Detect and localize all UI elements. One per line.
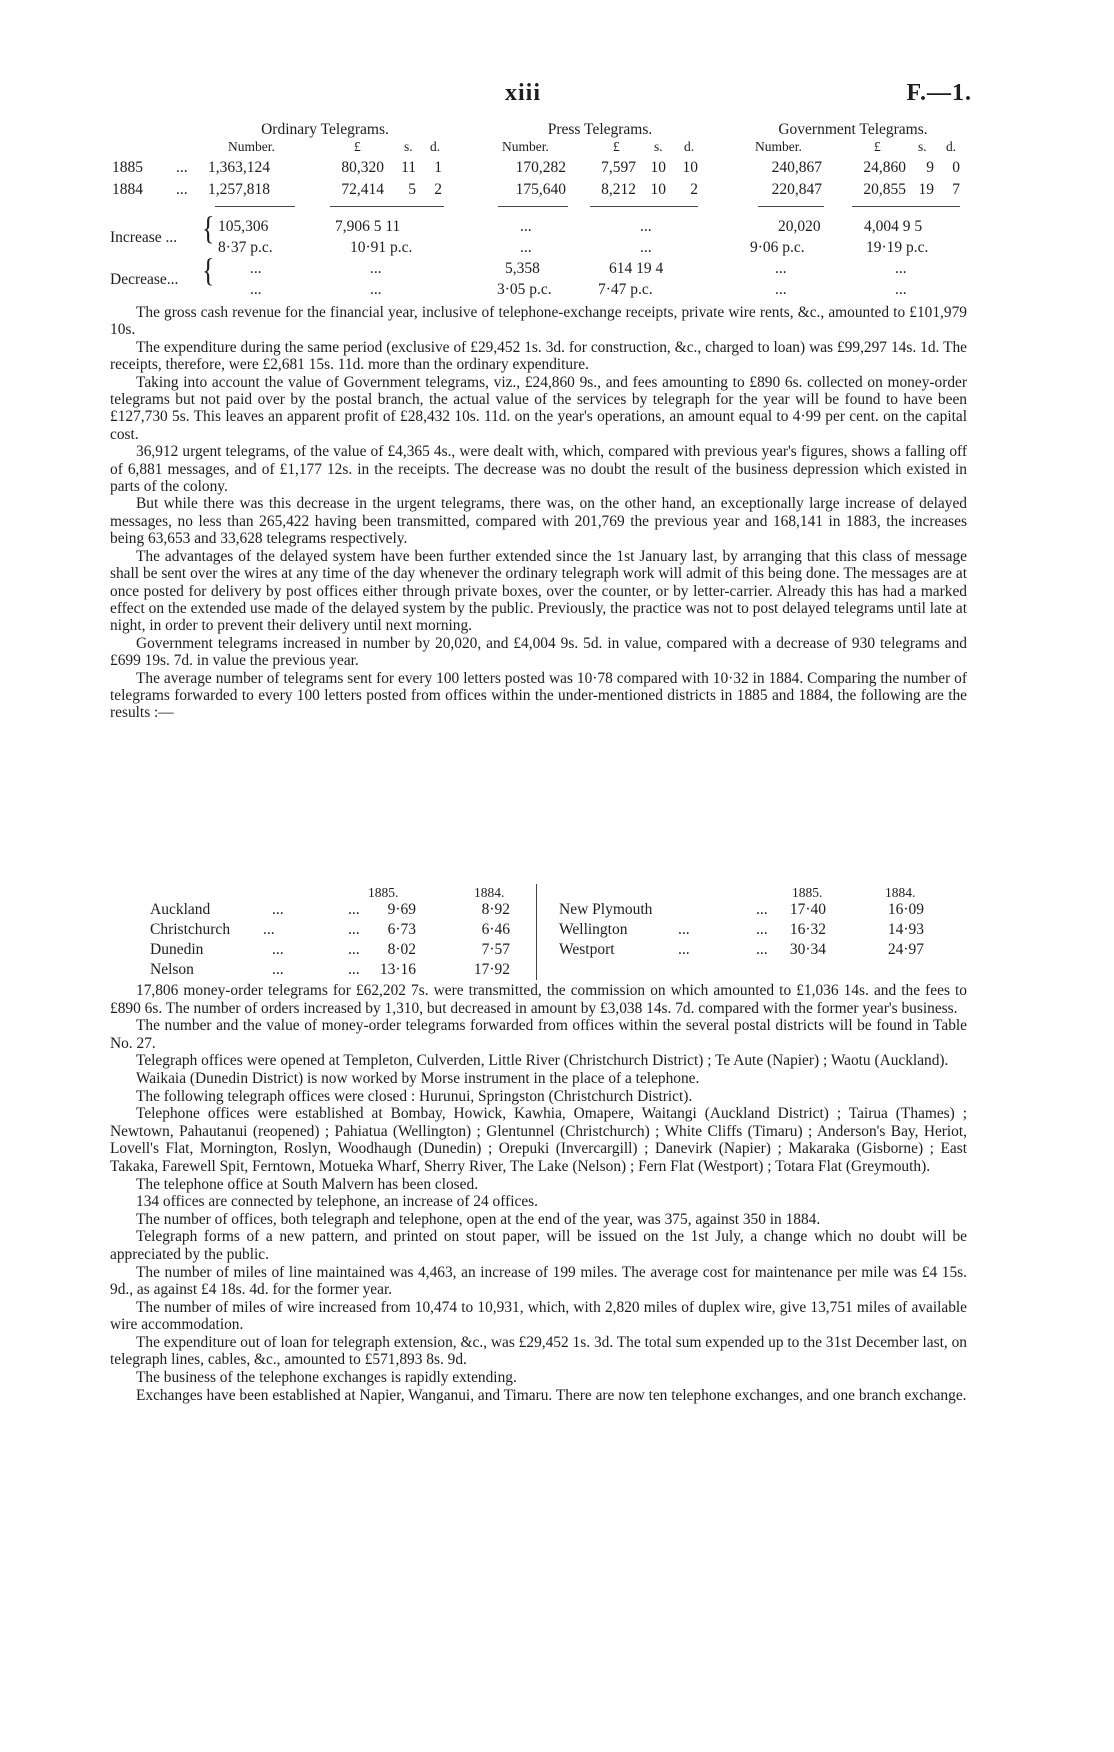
- district-name: New Plymouth: [559, 901, 653, 918]
- district-name: Auckland: [150, 901, 211, 918]
- district-value-1885: 6·73: [387, 921, 416, 938]
- increase-ordinary-number: 105,306: [218, 218, 269, 235]
- paragraph: The number of miles of wire increased from 10,474 to 10,931, which, with 2,820 miles of duplex wire, give 13,751 miles of available wire accommodation.: [110, 1298, 967, 1334]
- decrease-government-number: ...: [775, 260, 787, 277]
- paragraph: Government telegrams increased in number by 20,020, and £4,004 9s. 5d. in value, compared with a decrease of 930 telegrams and £699 19s. 7d. in value the previous year.: [110, 634, 967, 670]
- district-dots: ...: [272, 941, 284, 958]
- government-pound-1885: 24,860: [863, 159, 906, 176]
- ordinary-s-1884: 5: [408, 181, 416, 198]
- report-body-part-1: [110, 304, 967, 722]
- decrease-brace: {: [202, 252, 215, 289]
- decrease-press-number: 5,358: [505, 260, 540, 277]
- decrease-government-value-percent: ...: [895, 281, 907, 298]
- government-number-1884: 220,847: [771, 181, 822, 198]
- increase-government-percent: 9·06 p.c.: [750, 239, 805, 256]
- district-value-1885: 17·40: [789, 901, 826, 918]
- district-value-1885: 8·02: [387, 941, 416, 958]
- decrease-government-value: ...: [895, 260, 907, 277]
- sum-rule-press-number: [498, 206, 568, 207]
- subhead-ordinary-d: d.: [430, 139, 441, 154]
- paragraph: The business of the telephone exchanges is rapidly extending.: [136, 1369, 517, 1387]
- press-s-1884: 10: [650, 181, 666, 198]
- subhead-press-d: d.: [684, 139, 695, 154]
- paragraph: The following telegraph offices were closed : Hurunui, Springston (Christchurch District).: [136, 1087, 693, 1105]
- district-dots: ...: [756, 941, 768, 958]
- press-number-1884: 175,640: [515, 181, 566, 198]
- paragraph: Waikaia (Dunedin District) is now worked by Morse instrument in the place of a telephone.: [136, 1069, 700, 1087]
- increase-press-value-percent: ...: [640, 239, 652, 256]
- district-value-1884: 8·92: [481, 901, 510, 918]
- district-value-1884: 17·92: [473, 961, 510, 978]
- decrease-press-value: 614 19 4: [609, 260, 664, 277]
- sum-rule-government-value: [852, 206, 960, 207]
- district-name: Nelson: [150, 961, 194, 978]
- increase-ordinary-percent: 8·37 p.c.: [218, 239, 273, 256]
- row-dots-1885: ...: [176, 159, 188, 176]
- page-number: xiii: [505, 80, 542, 106]
- district-value-1885: 9·69: [387, 901, 416, 918]
- increase-press-percent: ...: [520, 239, 532, 256]
- paragraph: Telephone offices were established at Bombay, Howick, Kawhia, Omapere, Waitangi (Auckland District) ; Tairua (Thames) ; Newtown, Pahautanui (reopened) ; Pahiatua (Wellington) ; Glentunnel (Christchurch) ; White Cliffs (Timaru) ; Anderson's Bay, Heriot, Lovell's Flat, Mornington, Roslyn, Woodhaugh (Dunedin) ; Orepuki (Invercargill) ; Danevirk (Napier) ; Makaraka (Gisborne) ; East Takaka, Farewell Spit, Ferntown, Motueka Wharf, Sherry River, The Lake (Nelson) ; Fern Flat (Westport) ; Totara Flat (Greymouth).: [110, 1105, 967, 1175]
- increase-ordinary-value: 7,906 5 11: [335, 218, 401, 235]
- district-value-1885: 16·32: [789, 921, 826, 938]
- group-heading-press: Press Telegrams.: [547, 121, 653, 138]
- increase-government-number: 20,020: [778, 218, 821, 235]
- decrease-ordinary-value: ...: [370, 260, 382, 277]
- subhead-press-s: s.: [654, 139, 663, 154]
- district-value-1884: 16·09: [887, 901, 924, 918]
- increase-label: Increase ...: [110, 229, 178, 246]
- district-dots: ...: [348, 901, 360, 918]
- government-d-1885: 0: [952, 159, 960, 176]
- decrease-ordinary-number: ...: [250, 260, 262, 277]
- paragraph: Telegraph offices were opened at Templeton, Culverden, Little River (Christchurch District) ; Te Aute (Napier) ; Waotu (Auckland).: [136, 1052, 949, 1070]
- paragraph: Telegraph forms of a new pattern, and printed on stout paper, will be issued on the 1st July, a change which no doubt will be appreciated by the public.: [110, 1228, 967, 1263]
- district-dots: ...: [756, 921, 768, 938]
- row-label-1885: 1885: [112, 159, 143, 176]
- paragraph: The expenditure out of loan for telegraph extension, &c., was £29,452 1s. 3d. The total sum expended up to the 31st December last, on telegraph lines, cables, &c., amounted to £571,893 8s. 9d.: [110, 1333, 967, 1369]
- ordinary-number-1884: 1,257,818: [208, 181, 270, 198]
- ordinary-s-1885: 11: [401, 159, 416, 176]
- paragraph: The number of offices, both telegraph and telephone, open at the end of the year, was 375, against 350 in 1884.: [136, 1210, 821, 1228]
- subhead-ordinary-number: Number.: [228, 139, 275, 154]
- press-number-1885: 170,282: [515, 159, 566, 176]
- district-dots: ...: [348, 961, 360, 978]
- government-number-1885: 240,867: [771, 159, 822, 176]
- paragraph: Exchanges have been established at Napier, Wanganui, and Timaru. There are now ten telephone exchanges, and one branch exchange.: [136, 1386, 967, 1404]
- row-dots-1884: ...: [176, 181, 188, 198]
- press-d-1885: 10: [682, 159, 698, 176]
- sum-rule-ordinary-number: [215, 206, 295, 207]
- increase-government-value-percent: 19·19 p.c.: [866, 239, 929, 256]
- paragraph: The number and the value of money-order telegrams forwarded from offices within the several postal districts will be found in Table No. 27.: [110, 1017, 967, 1052]
- decrease-press-percent: 3·05 p.c.: [497, 281, 552, 298]
- group-heading-ordinary: Ordinary Telegrams.: [261, 121, 389, 138]
- district-value-1885: 30·34: [789, 941, 826, 958]
- year-heading-left-1884: 1884.: [474, 885, 505, 900]
- ordinary-d-1885: 1: [434, 159, 442, 176]
- government-d-1884: 7: [952, 181, 960, 198]
- telegram-statistics-table: [0, 0, 1114, 310]
- paragraph: The number of miles of line maintained was 4,463, an increase of 199 miles. The average cost for maintenance per mile was £4 15s. 9d., as against £4 18s. 4d. for the former year.: [110, 1263, 967, 1299]
- increase-press-number: ...: [520, 218, 532, 235]
- district-dots: ...: [348, 921, 360, 938]
- government-s-1885: 9: [926, 159, 934, 176]
- ordinary-d-1884: 2: [434, 181, 442, 198]
- ordinary-pound-1885: 80,320: [341, 159, 384, 176]
- district-dots: ...: [756, 901, 768, 918]
- row-label-1884: 1884: [112, 181, 143, 198]
- year-heading-left-1885: 1885.: [368, 885, 399, 900]
- press-pound-1884: 8,212: [601, 181, 636, 198]
- district-name: Westport: [559, 941, 615, 958]
- district-dots: ...: [678, 921, 690, 938]
- subhead-government-number: Number.: [755, 139, 802, 154]
- subhead-press-pound: £: [613, 139, 620, 154]
- subhead-press-number: Number.: [502, 139, 549, 154]
- district-name: Wellington: [559, 921, 628, 938]
- paragraph: 36,912 urgent telegrams, of the value of £4,365 4s., were dealt with, which, compared with previous year's figures, shows a falling off of 6,881 messages, and of £1,177 12s. in the receipts. The decrease was no doubt the result of the business depression which existed in parts of the colony.: [110, 443, 967, 496]
- decrease-government-percent: ...: [775, 281, 787, 298]
- increase-press-value: ...: [640, 218, 652, 235]
- paragraph: The advantages of the delayed system have been further extended since the 1st January last, by arranging that this class of message shall be sent over the wires at any time of the day whenever the ordinary telegraph work will admit of this being done. The messages are at once posted for delivery by post offices either through private boxes, over the counter, or by letter-carrier. Already this has had a marked effect on the extended use made of the delayed system by the public. Previously, the practice was not to post delayed telegrams until late at night, in order to prevent their delivery until next morning.: [110, 547, 967, 635]
- district-name: Dunedin: [150, 941, 204, 958]
- district-dots: ...: [272, 901, 284, 918]
- sum-rule-government-number: [758, 206, 824, 207]
- document-reference: F.—1.: [906, 80, 972, 106]
- subhead-government-s: s.: [918, 139, 927, 154]
- district-dots: ...: [348, 941, 360, 958]
- paragraph: The telephone office at South Malvern has been closed.: [136, 1175, 479, 1193]
- decrease-ordinary-value-percent: ...: [370, 281, 382, 298]
- paragraph: 17,806 money-order telegrams for £62,202 7s. were transmitted, the commission on which amounted to £1,036 14s. and the fees to £890 6s. The number of orders increased by 1,310, but decreased in amount by £3,038 14s. 7d. compared with the former year's business.: [110, 982, 967, 1017]
- subhead-government-d: d.: [946, 139, 957, 154]
- paragraph: But while there was this decrease in the urgent telegrams, there was, on the other hand, an exceptionally large increase of delayed messages, no less than 265,422 having been transmitted, compared with 201,769 the previous year and 168,141 in 1883, the increases being 63,653 and 33,628 telegrams respectively.: [110, 495, 967, 548]
- group-heading-government: Government Telegrams.: [778, 121, 928, 138]
- district-dots: ...: [272, 961, 284, 978]
- press-pound-1885: 7,597: [601, 159, 636, 176]
- paragraph: 134 offices are connected by telephone, an increase of 24 offices.: [136, 1193, 538, 1211]
- year-heading-right-1885: 1885.: [792, 885, 823, 900]
- paragraph: Taking into account the value of Government telegrams, viz., £24,860 9s., and fees amounting to £890 6s. collected on money-order telegrams but not paid over by the postal branch, the actual value of the services by telegraph for the year will be found to have been £127,730 5s. This leaves an apparent profit of £28,432 10s. 11d. on the year's operations, an amount equal to 4·99 per cent. on the capital cost.: [110, 373, 967, 443]
- sum-rule-press-value: [590, 206, 698, 207]
- decrease-press-value-percent: 7·47 p.c.: [598, 281, 653, 298]
- year-heading-right-1884: 1884.: [885, 885, 916, 900]
- increase-ordinary-value-percent: 10·91 p.c.: [350, 239, 413, 256]
- district-value-1885: 13·16: [379, 961, 416, 978]
- district-dots: ...: [263, 921, 275, 938]
- ordinary-pound-1884: 72,414: [341, 181, 384, 198]
- government-pound-1884: 20,855: [863, 181, 906, 198]
- district-value-1884: 6·46: [481, 921, 510, 938]
- column-divider: [536, 884, 537, 980]
- decrease-ordinary-percent: ...: [250, 281, 262, 298]
- district-value-1884: 7·57: [481, 941, 510, 958]
- district-value-1884: 14·93: [887, 921, 924, 938]
- press-s-1885: 10: [650, 159, 666, 176]
- report-body-part-2: [110, 982, 967, 1404]
- district-name: Christchurch: [150, 921, 231, 938]
- subhead-government-pound: £: [874, 139, 881, 154]
- paragraph: The average number of telegrams sent for every 100 letters posted was 10·78 compared with 10·32 in 1884. Comparing the number of telegrams forwarded to every 100 letters posted from offices within the under-mentioned districts in 1885 and 1884, the following are the results :—: [110, 669, 967, 722]
- increase-government-value: 4,004 9 5: [864, 218, 923, 235]
- district-dots: ...: [678, 941, 690, 958]
- increase-brace: {: [202, 210, 215, 247]
- decrease-label: Decrease...: [110, 271, 179, 288]
- government-s-1884: 19: [918, 181, 934, 198]
- paragraph: The expenditure during the same period (exclusive of £29,452 1s. 3d. for construction, &c., charged to loan) was £99,297 14s. 1d. The receipts, therefore, were £2,681 15s. 11d. more than the ordinary expenditure.: [110, 338, 967, 374]
- ordinary-number-1885: 1,363,124: [208, 159, 270, 176]
- press-d-1884: 2: [690, 181, 698, 198]
- subhead-ordinary-s: s.: [404, 139, 413, 154]
- district-value-1884: 24·97: [887, 941, 924, 958]
- subhead-ordinary-pound: £: [354, 139, 361, 154]
- sum-rule-ordinary-value: [330, 206, 444, 207]
- paragraph: The gross cash revenue for the financial year, inclusive of telephone-exchange receipts, private wire rents, &c., amounted to £101,979 10s.: [110, 304, 967, 339]
